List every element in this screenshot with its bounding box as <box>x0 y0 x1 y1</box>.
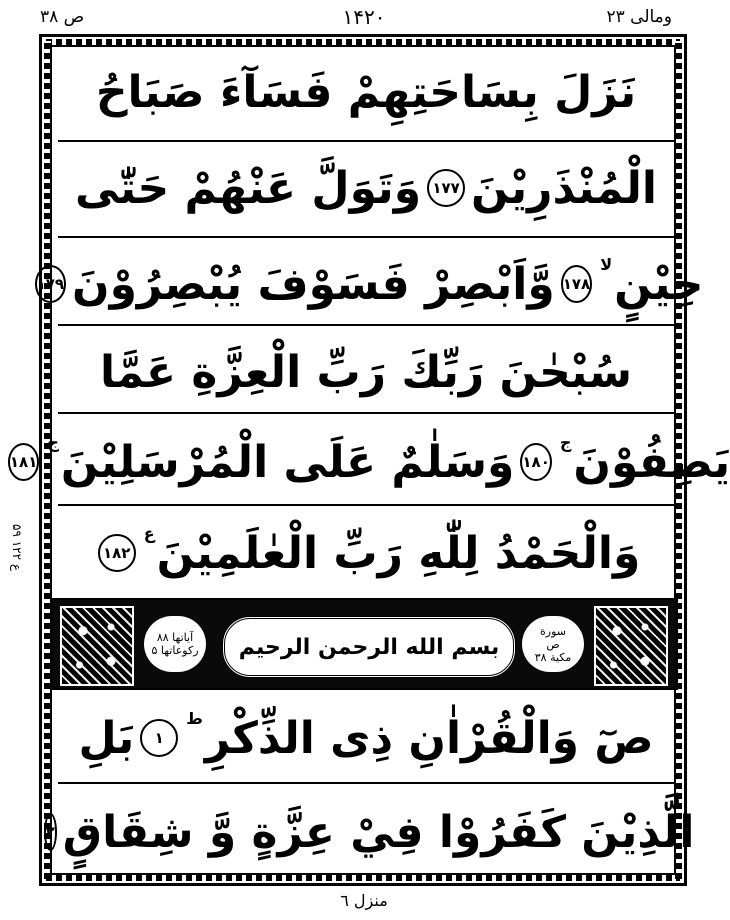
page-ref-left: ص ۳۸ <box>40 7 85 27</box>
surah-name: ص <box>546 637 560 651</box>
verse-text: وَّاَبْصِرْ فَسَوْفَ يُبْصِرُوْنَ <box>72 258 555 310</box>
verse-line-2 <box>58 148 674 228</box>
ayah-number-marker: ۱۷۹ <box>35 265 66 303</box>
waqf-mark: ط <box>186 708 203 728</box>
verse-text: وَالْحَمْدُ لِلّٰهِ رَبِّ الْعٰلَمِيْنَ <box>156 527 641 579</box>
verse-text: نَزَلَ بِسَاحَتِهِمْ فَسَآءَ صَبَاحُ <box>95 66 637 118</box>
verse-text: وَسَلٰمٌ عَلَى الْمُرْسَلِيْنَ <box>60 436 515 488</box>
hijri-year: ۱۴۲۰ <box>342 5 386 29</box>
verse-text: وَتَوَلَّ عَنْهُمْ حَتّٰى <box>75 162 422 214</box>
verse-text: سُبْحٰنَ رَبِّكَ رَبِّ الْعِزَّةِ عَمَّا <box>99 346 633 398</box>
verse-text: بَلِ <box>78 712 135 764</box>
verse-text: يَصِفُوْنَ <box>573 436 730 488</box>
ayah-number-marker: ۱۷۸ <box>561 265 592 303</box>
waqf-mark: ج <box>559 432 572 452</box>
ruku-mark: ع <box>143 523 155 543</box>
verse-line-3 <box>36 244 704 324</box>
manzil-footer: منزل ٦ <box>340 891 388 910</box>
waqf-mark: لا <box>600 254 613 274</box>
verse-line-6 <box>58 512 674 594</box>
border-band-bottom <box>46 874 680 881</box>
ayah-number-marker: ۱۷۷ <box>427 169 465 207</box>
arabesque-ornament-right <box>594 606 668 686</box>
line-rule <box>58 782 674 784</box>
arabesque-ornament-left <box>60 606 134 686</box>
line-rule <box>58 236 674 238</box>
surah-header-banner <box>50 598 678 690</box>
ayah-count-box <box>144 616 206 672</box>
waqf-mark: ج <box>47 432 59 452</box>
verse-line-5 <box>9 420 730 504</box>
verse-line-1 <box>58 52 674 132</box>
bismillah: بسم الله الرحمن الرحيم <box>238 634 500 660</box>
ayah-count: آیاتها ۸۸ <box>156 631 194 644</box>
line-rule <box>58 504 674 506</box>
line-rule <box>58 324 674 326</box>
surah-label: سورة <box>540 624 566 638</box>
line-rule <box>58 412 674 414</box>
verse-text: صٓ وَالْقُرْاٰنِ ذِى الذِّكْرِ <box>204 712 654 764</box>
margin-ruku-note: ۵ع ۱۲۲ ۹ <box>10 524 24 572</box>
verse-text: الَّذِيْنَ كَفَرُوْا فِيْ عِزَّةٍ وَّ شِقَاقٍ <box>62 806 695 858</box>
verse-text: الْمُنْذَرِيْنَ <box>471 162 657 214</box>
ayah-number-marker: ۱۸۰ <box>520 443 551 481</box>
ayah-number-marker: ۱۸۱ <box>8 443 39 481</box>
ayah-number-marker: ۱ <box>140 719 178 757</box>
surah-name-box <box>522 616 584 672</box>
line-rule <box>58 140 674 142</box>
verse-text: حِيْنٍ <box>614 258 704 310</box>
verse-line-7 <box>58 696 674 780</box>
surah-origin: مکیة ۳۸ <box>534 650 572 664</box>
bismillah-cartouche <box>222 616 516 678</box>
verse-line-8 <box>45 790 695 874</box>
ruku-count: رکوعاتها ۵ <box>151 644 199 657</box>
ayah-number-marker: ۱۸۲ <box>98 534 136 572</box>
juz-name: ومالی ۲۳ <box>606 7 672 27</box>
verse-line-4 <box>58 332 674 412</box>
ayah-number-marker: ۲ <box>44 813 57 851</box>
